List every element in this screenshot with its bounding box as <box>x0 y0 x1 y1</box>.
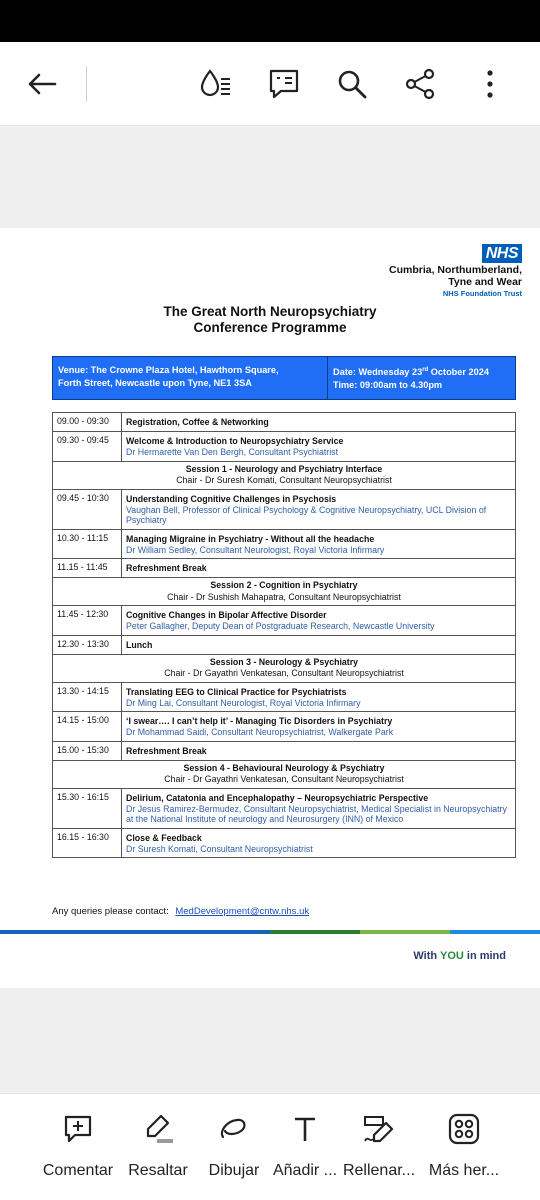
footer-stripe <box>0 930 540 934</box>
trust-name: Cumbria, Northumberland, Tyne and Wear NHS Foundation Trust <box>388 264 522 298</box>
row-speaker: Dr Hermarette Van Den Bergh, Consultant Psychiatrist <box>126 447 339 457</box>
row-time: 14.15 - 15:00 <box>53 712 122 741</box>
contact-email-link[interactable]: MedDevelopment@cntw.nhs.uk <box>175 906 310 917</box>
programme-row <box>53 559 515 578</box>
row-label: Lunch <box>126 639 153 650</box>
programme-row <box>53 530 515 560</box>
date-details: Date: Wednesday 23rd October 2024 Time: 09:00am to 4.30pm <box>333 367 489 391</box>
row-content <box>122 712 515 741</box>
row-speaker: Dr Jesus Ramirez-Bermudez, Consultant Neuropsychiatrist, Medical Specialist in Neuropsychiatry at the National Institute of neurology and Neurosurgery (INN) of Mexico <box>126 803 507 824</box>
session-title: Session 2 - Cognition in Psychiatry <box>210 580 358 590</box>
row-content <box>122 789 515 828</box>
row-content <box>122 606 515 635</box>
row-content <box>122 829 515 858</box>
row-speaker: Dr Ming Lai, Consultant Neurologist, Royal Victoria Infirmary <box>126 697 361 708</box>
programme-row <box>53 490 515 530</box>
session-chair: Chair - Dr Suresh Komati, Consultant Neuropsychiatrist <box>176 475 392 485</box>
session-title: Session 3 - Neurology & Psychiatry <box>209 656 359 667</box>
row-label: Understanding Cognitive Challenges in Psychosis <box>126 493 337 504</box>
tagline: With YOU in mind <box>413 950 506 962</box>
row-label: Cognitive Changes in Bipolar Affective Disorder <box>126 610 327 620</box>
row-time: 16.15 - 16:30 <box>53 829 122 858</box>
row-label: Close & Feedback <box>126 832 202 843</box>
row-label: Delirium, Catatonia and Encephalopathy – Neuropsychiatric Perspective <box>126 792 429 803</box>
row-time: 11.45 - 12:30 <box>53 606 122 635</box>
programme-row <box>53 432 515 462</box>
document-title: The Great North Neuropsychiatry Conference Programme <box>163 304 377 335</box>
programme-row <box>53 789 515 829</box>
session-title: Session 1 - Neurology and Psychiatry Interface <box>185 463 383 474</box>
pdf-page <box>0 228 540 988</box>
session-chair: Chair - Dr Sushish Mahapatra, Consultant Neuropsychiatrist <box>167 591 401 602</box>
search-icon[interactable] <box>332 64 372 104</box>
programme-row <box>53 742 515 761</box>
stripe-segment <box>360 930 450 934</box>
programme-row <box>53 606 515 636</box>
session-title: Session 4 - Behavioural Neurology & Psychiatry <box>183 762 385 773</box>
session-header <box>53 655 515 683</box>
row-time: 09.00 - 09:30 <box>53 413 122 431</box>
session-header <box>53 578 515 606</box>
row-time: 09.45 - 10:30 <box>53 490 122 529</box>
row-label: ‘I swear…. I can’t help it’ - Managing Tic Disorders in Psychiatry <box>126 716 393 726</box>
row-speaker: Dr Suresh Komati, Consultant Neuropsychiatrist <box>126 843 313 854</box>
page-gap-top <box>0 126 540 228</box>
stripe-segment <box>270 930 360 934</box>
programme-row <box>53 413 515 432</box>
session-chair: Chair - Dr Gayathri Venkatesan, Consultant Neuropsychiatrist <box>164 668 404 678</box>
row-speaker: Dr Mohammad Saidi, Consultant Neuropsychiatrist, Walkergate Park <box>126 727 394 737</box>
readout-icon[interactable] <box>196 64 236 104</box>
venue-details: Venue: The Crowne Plaza Hotel, Hawthorn Square, Forth Street, Newcastle upon Tyne, NE1 3SA <box>53 357 328 399</box>
row-time: 15.00 - 15:30 <box>53 742 122 760</box>
programme-row <box>53 683 515 713</box>
row-content <box>122 530 515 559</box>
session-chair: Chair - Dr Gayathri Venkatesan, Consultant Neuropsychiatrist <box>164 774 404 784</box>
draw-tool-button[interactable]: Dibujar <box>184 1110 284 1180</box>
share-icon[interactable] <box>400 64 440 104</box>
row-time: 15.30 - 16:15 <box>53 789 122 828</box>
row-label: Refreshment Break <box>126 563 207 573</box>
add-text-tool-button[interactable]: Añadir ... <box>255 1110 355 1180</box>
queries-line: Any queries please contact: MedDevelopment@cntw.nhs.uk <box>52 906 310 917</box>
row-speaker: Peter Gallagher, Deputy Dean of Postgraduate Research, Newcastle University <box>126 621 435 631</box>
comment-tool-button[interactable]: Comentar <box>28 1110 128 1180</box>
page-gap-bottom <box>0 988 540 1093</box>
row-label: Refreshment Break <box>126 745 207 756</box>
row-time: 09.30 - 09:45 <box>53 432 122 461</box>
programme-row <box>53 636 515 655</box>
more-options-icon[interactable] <box>470 64 510 104</box>
row-content <box>122 636 515 654</box>
top-toolbar <box>0 42 540 126</box>
row-speaker: Vaughan Bell, Professor of Clinical Psychology & Cognitive Neuropsychiatry, UCL Division of Psychiatry <box>126 504 487 525</box>
more-tools-icon <box>414 1110 514 1148</box>
session-header <box>53 761 515 789</box>
row-time: 12.30 - 13:30 <box>53 636 122 654</box>
row-content <box>122 683 515 712</box>
programme-table <box>52 412 516 858</box>
stripe-segment <box>450 930 540 934</box>
row-content <box>122 559 515 577</box>
status-bar <box>0 0 540 42</box>
row-speaker: Dr William Sedley, Consultant Neurologist, Royal Victoria Infirmary <box>126 544 385 555</box>
bottom-toolbar <box>0 1093 540 1200</box>
fill-sign-tool-button[interactable]: Rellenar... <box>329 1110 429 1180</box>
row-time: 11.15 - 11:45 <box>53 559 122 577</box>
more-tools-button[interactable]: Más her... <box>414 1110 514 1180</box>
row-content <box>122 413 515 431</box>
programme-row <box>53 712 515 742</box>
stripe-segment <box>0 930 270 934</box>
venue-box <box>52 356 516 400</box>
row-time: 10.30 - 11:15 <box>53 530 122 559</box>
highlight-tool-button[interactable]: Resaltar <box>108 1110 208 1180</box>
row-content <box>122 490 515 529</box>
comment-list-icon[interactable] <box>264 64 304 104</box>
row-label: Translating EEG to Clinical Practice for Psychiatrists <box>126 686 347 697</box>
programme-row <box>53 829 515 858</box>
back-arrow-icon[interactable] <box>22 64 62 104</box>
session-header <box>53 462 515 490</box>
row-label: Registration, Coffee & Networking <box>126 417 269 427</box>
row-content <box>122 742 515 760</box>
row-label: Managing Migraine in Psychiatry - Without all the headache <box>126 533 375 544</box>
toolbar-divider <box>86 66 87 102</box>
nhs-logo: NHS <box>482 244 522 263</box>
row-time: 13.30 - 14:15 <box>53 683 122 712</box>
row-content <box>122 432 515 461</box>
row-label: Welcome & Introduction to Neuropsychiatry Service <box>126 436 344 446</box>
